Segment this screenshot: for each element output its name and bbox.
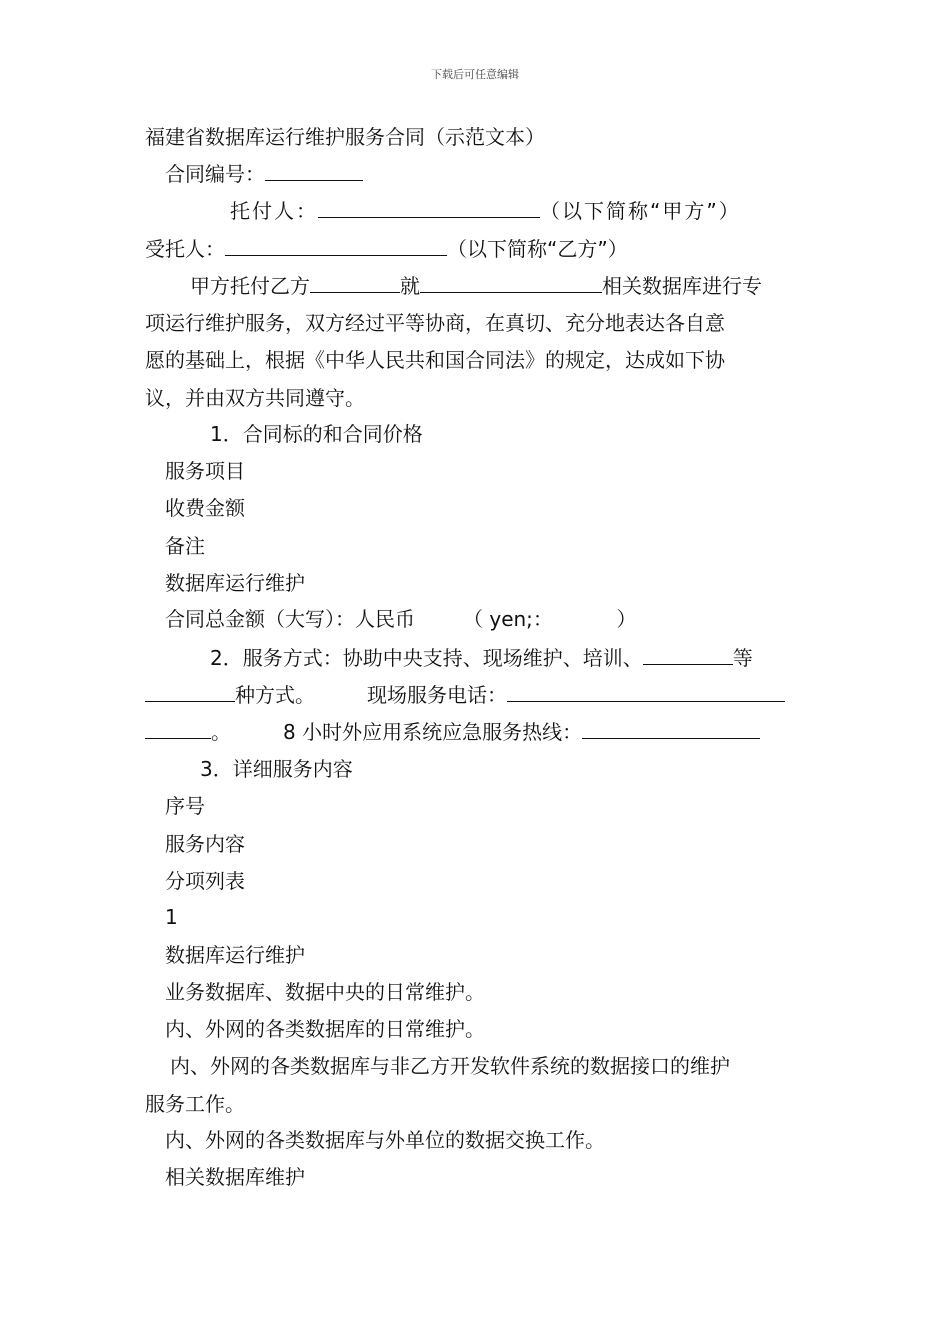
trustor-label: 托付人： — [230, 199, 318, 223]
section-3-long-line-2: 服务工作。 — [145, 1092, 245, 1116]
trustor-blank — [318, 197, 540, 218]
trustee-label: 受托人： — [145, 237, 225, 261]
contract-total-label: 合同总金额（大写）：人民币 — [165, 607, 415, 631]
section-3-item: 内、外网的各类数据库的日常维护。 — [165, 1017, 485, 1041]
section-3-item: 1 — [165, 905, 178, 929]
section-1-item: 服务项目 — [165, 459, 245, 483]
intro-blank-2 — [420, 272, 602, 293]
hotline-label: 8 小时外应用系统应急服务热线： — [283, 720, 583, 744]
trustee-blank — [225, 235, 447, 256]
methods-count-text: 种方式。 — [235, 683, 315, 707]
section-2-line-3 — [145, 718, 760, 745]
section-1-item: 数据库运行维护 — [165, 571, 305, 595]
section-2-line-1 — [210, 644, 753, 671]
contract-number-row — [165, 160, 363, 187]
section-3-item: 分项列表 — [165, 869, 245, 893]
onsite-phone-blank — [507, 681, 785, 702]
contract-total-row — [165, 606, 637, 632]
section-1-heading: 1．合同标的和合同价格 — [210, 422, 423, 446]
section-1-item: 备注 — [165, 534, 205, 558]
intro-text-c: 相关数据库进行专 — [602, 274, 762, 298]
intro-line-2: 项运行维护服务，双方经过平等协商，在真切、充分地表达各自意 — [145, 311, 725, 335]
hotline-blank — [582, 718, 760, 739]
section-3-item: 服务内容 — [165, 832, 245, 856]
contract-total-yen: （ yen;： ） — [463, 607, 637, 631]
service-methods-etc: 等 — [732, 646, 753, 670]
contract-number-blank — [265, 160, 363, 181]
intro-text-a: 甲方托付乙方 — [190, 274, 310, 298]
section-3-item: 内、外网的各类数据库与外单位的数据交换工作。 — [165, 1128, 605, 1152]
intro-text-b: 就 — [400, 274, 420, 298]
service-methods-text: 2．服务方式：协助中央支持、现场维护、培训、 — [210, 646, 643, 670]
trustee-row — [145, 235, 628, 262]
section-3-heading: 3．详细服务内容 — [200, 757, 353, 781]
methods-count-blank — [145, 681, 235, 702]
service-methods-blank — [643, 644, 733, 665]
document-title: 福建省数据库运行维护服务合同（示范文本） — [145, 125, 545, 149]
section-3-item: 数据库运行维护 — [165, 943, 305, 967]
onsite-phone-end: 。 — [211, 720, 231, 744]
page-header: 下载后可任意编辑 — [431, 68, 519, 81]
trustee-suffix: （以下简称“乙方”） — [447, 237, 628, 261]
section-3-item: 相关数据库维护 — [165, 1165, 305, 1189]
intro-blank-1 — [310, 272, 400, 293]
intro-line-1 — [190, 272, 762, 299]
onsite-phone-label: 现场服务电话： — [367, 683, 507, 707]
section-1-item: 收费金额 — [165, 496, 245, 520]
trustor-row — [230, 197, 741, 224]
section-3-item: 业务数据库、数据中央的日常维护。 — [165, 980, 485, 1004]
intro-line-3: 愿的基础上，根据《中华人民共和国合同法》的规定，达成如下协 — [145, 348, 725, 372]
section-2-line-2 — [145, 681, 785, 708]
intro-line-4: 议，并由双方共同遵守。 — [145, 386, 365, 410]
trustor-suffix: （以下简称“甲方”） — [540, 199, 741, 223]
onsite-phone-blank-cont — [145, 718, 211, 739]
section-3-long-line-1: 内、外网的各类数据库与非乙方开发软件系统的数据接口的维护 — [170, 1054, 730, 1078]
section-3-item: 序号 — [165, 794, 205, 818]
contract-number-label: 合同编号： — [165, 162, 265, 186]
